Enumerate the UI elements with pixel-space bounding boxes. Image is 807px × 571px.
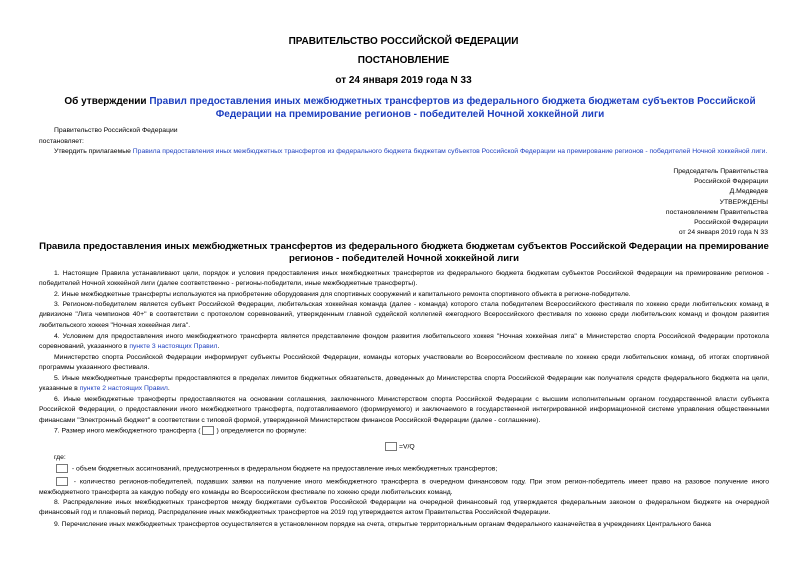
approved-line-4: от 24 января 2019 года N 33 [678, 229, 768, 237]
p5-prefix: 5. Иные межбюджетные трансферты предоставляются в пределах лимитов бюджетных обязательств, доведенных до Министерства спорта Российской Федерации как получателя средств федерального бюджета на цели, указанные в [39, 375, 769, 393]
approve-paragraph [39, 147, 769, 157]
p7-prefix: 7. Размер иного межбюджетного трансферта ( [54, 427, 201, 435]
p4-prefix: 4. Условием для предоставления иного межбюджетного трансферта является представление фондом развития любительского хоккея "Ночная хоккейная лига" в Министерство спорта Российской Федерации протокола соревнований, указанного в [39, 333, 769, 351]
doc-type-heading: ПОСТАНОВЛЕНИЕ [357, 55, 450, 66]
definition-2 [39, 477, 769, 498]
paragraph-1: 1. Настоящие Правила устанавливают цели, порядок и условия предоставления иных межбюджетных трансфертов из федерального бюджета бюджетам субъектов Российской Федерации на премирование регионов - победителей Ночной хоккейной лиги (далее соответственно - регионы-победители, иные межбюджетные трансферты). [39, 270, 769, 288]
title-prefix: Об утверждении [64, 96, 150, 107]
definition-1 [39, 464, 769, 475]
formula [383, 442, 415, 451]
formula-image-icon [202, 426, 214, 435]
paragraph-6: 6. Иные межбюджетные трансферты предоставляются на основании соглашения, заключенного Министерством спорта Российской Федерации с высшим исполнительным органом государственной власти субъекта Российской Федерации, о предоставлении иного межбюджетного трансферта, подготавливаемого (формируемого) и заключаемого в государственной интегрированной информационной системе управления общественными финансами "Электронный бюджет" в соответствии с типовой формой, утвержденной Министерством финансов Российской Федерации (далее - соглашение). [39, 396, 769, 424]
paragraph-4 [39, 332, 769, 353]
formula-mid: = [399, 443, 403, 451]
approved-line-2: постановлением Правительства [665, 208, 768, 216]
approve-link[interactable]: Правила предоставления иных межбюджетных трансфертов из федерального бюджета бюджетам субъектов Российской Федерации на премирование регионов - победителей Ночной хоккейной лиги. [132, 148, 768, 155]
rules-title: Правила предоставления иных межбюджетных трансфертов из федерального бюджета бюджетам субъектов Российской Федерации на премирование регионов - победителей Ночной хоккейной лиги [39, 241, 769, 264]
title-link[interactable]: Правил предоставления иных межбюджетных трансфертов из федерального бюджета бюджетам субъектов Российской Федерации на премирование регионов - победителей Ночной хоккейной лиги [149, 96, 756, 120]
date-number-heading: от 24 января 2019 года N 33 [335, 75, 472, 86]
formula-tail: /Q [407, 443, 415, 451]
def2-symbol-icon [56, 477, 68, 486]
formula-text: V [402, 443, 408, 451]
p5-link[interactable]: пункте 2 настоящих Правил [79, 385, 168, 393]
paragraph-3: 3. Регионом-победителем является субъект Российской Федерации, любительская хоккейная команда (далее - команда) которого стала победителем Всероссийского фестиваля по хоккею среди любительских команд в дивизионе "Лига чемпионов 40+" в соответствии с протоколом соревнований, утвержденным главной судейской коллегией ежегодного Всероссийского фестиваля по хоккею среди любительских команд и фондом развития любительского хоккея "Ночная хоккейная лига". [39, 301, 769, 329]
approved-line-3: Российской Федерации [694, 219, 768, 227]
approved-line-1: УТВЕРЖДЕНЫ [719, 198, 768, 206]
p7-suffix: ) определяется по формуле: [216, 427, 307, 435]
def2-text: - количество регионов-победителей, подавших заявки на получение иного межбюджетного трансферта в очередном финансовом году. При этом регион-победитель имеет право на разовое получение иного межбюджетного трансферта за каждую победу его команды во Всероссийском фестивале по хоккею среди любительских команд. [39, 478, 769, 496]
def1-symbol-icon [56, 464, 68, 473]
paragraph-7 [39, 426, 769, 437]
intro-line-2: постановляет: [39, 138, 84, 145]
paragraph-5 [39, 374, 769, 395]
signature-line-2: Российской Федерации [694, 178, 768, 186]
approve-prefix: Утвердить прилагаемые [54, 148, 133, 155]
def1-text: - объем бюджетных ассигнований, предусмотренных в федеральном бюджете на предоставление иных межбюджетных трансфертов; [70, 465, 498, 473]
signature-line-3: Д.Медведев [729, 188, 768, 196]
signature-block [666, 167, 768, 238]
paragraph-9: 9. Перечисление иных межбюджетных трансфертов осуществляется в установленном порядке на счета, открытые территориальным органам Федерального казначейства в учреждениях Центрального банка [54, 521, 712, 528]
signature-line-1: Председатель Правительства [673, 168, 768, 175]
paragraph-2: 2. Иные межбюджетные трансферты используются на приобретение оборудования для спортивных сооружений и капитального ремонта спортивного объекта в регионе-победителе. [54, 291, 631, 298]
p5-suffix: . [167, 385, 170, 393]
intro-line-1: Правительство Российской Федерации [54, 127, 178, 134]
paragraph-8: 8. Распределение иных межбюджетных трансфертов между бюджетами субъектов Российской Федерации на очередной финансовый год утверждается федеральным законом о федеральном бюджете на очередной финансовый год и плановый период. Распределение иных межбюджетных трансфертов на 2019 год утверждается актом Правительства Российской Федерации. [39, 499, 769, 517]
paragraph-4b: Министерство спорта Российской Федерации информирует субъекты Российской Федерации, команды которых участвовали во Всероссийском фестивале по хоккею среди любительских команд, об итогах спортивной программы указанного фестиваля. [39, 354, 769, 372]
where-label: где: [54, 454, 66, 461]
government-heading: ПРАВИТЕЛЬСТВО РОССИЙСКОЙ ФЕДЕРАЦИИ [288, 36, 519, 47]
p4-link[interactable]: пункте 3 настоящих Правил [129, 343, 218, 351]
document-title [60, 95, 760, 121]
formula-symbol-icon [385, 442, 397, 451]
p4-suffix: . [217, 343, 220, 351]
